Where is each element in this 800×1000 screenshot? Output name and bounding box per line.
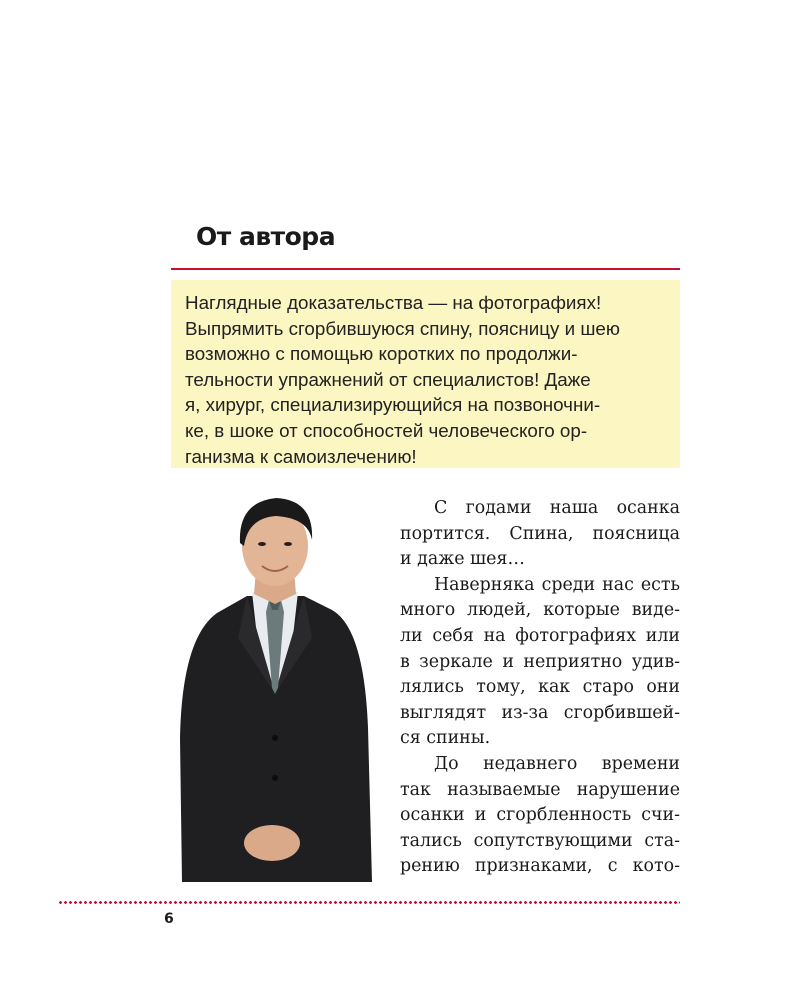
- highlight-line: я, хирург, специализирующийся на позвоночни-: [185, 394, 601, 416]
- body-line: лялись тому, как старо они: [400, 677, 680, 698]
- highlight-line: возможно с помощью коротких по продолжи-: [185, 343, 578, 365]
- highlight-box: [171, 280, 680, 468]
- author-photo: [172, 488, 374, 882]
- highlight-line: Наглядные доказательства — на фотографиях!: [185, 292, 602, 313]
- body-line: ся спины.: [400, 728, 491, 749]
- page-title: От автора: [196, 222, 336, 251]
- body-line: осанки и сгорбленность счи-: [400, 805, 680, 826]
- body-line: и даже шея…: [400, 549, 525, 570]
- body-line: До недавнего времени: [434, 753, 680, 774]
- author-hands: [244, 825, 300, 861]
- body-line: С годами наша осанка: [434, 498, 680, 518]
- body-line: портится. Спина, поясница: [400, 523, 680, 544]
- highlight-line: Выпрямить сгорбившуюся спину, поясницу и шею: [185, 317, 620, 339]
- highlight-line: ке, в шоке от способностей человеческого ор-: [185, 419, 588, 441]
- footer-dotted-rule: [58, 901, 680, 904]
- body-text: [400, 496, 680, 880]
- title-underline: [171, 268, 680, 270]
- highlight-line: ганизма к самоизлечению!: [185, 445, 417, 467]
- body-line: тались сопутствующими ста-: [400, 830, 680, 851]
- body-line: ли себя на фотографиях или: [400, 625, 680, 646]
- body-line: много людей, которые виде-: [400, 600, 680, 621]
- body-line: в зеркале и неприятно удив-: [400, 651, 680, 672]
- body-line: Наверняка среди нас есть: [434, 574, 680, 595]
- body-line: рению признаками, с кото-: [400, 856, 680, 877]
- body-line: так называемые нарушение: [400, 779, 680, 800]
- highlight-line: тельности упражнений от специалистов! Даже: [185, 368, 591, 390]
- page-number: 6: [164, 911, 174, 927]
- body-line: выглядят из-за сгорбившей-: [400, 702, 680, 723]
